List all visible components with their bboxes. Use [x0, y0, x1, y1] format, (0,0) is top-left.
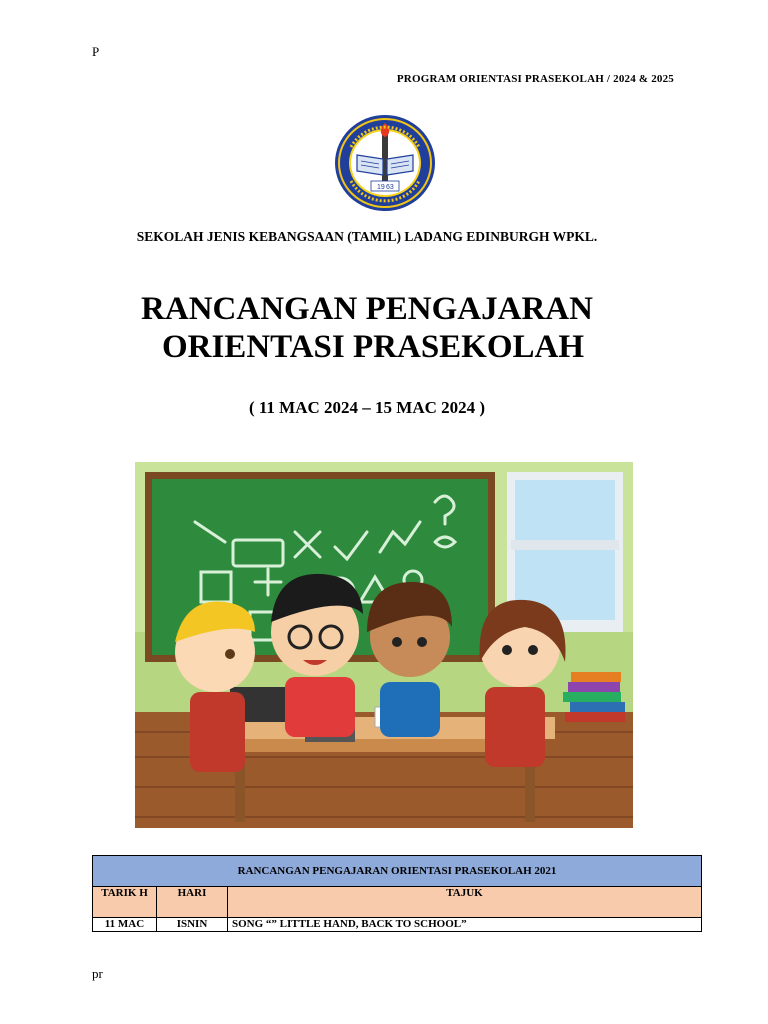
page-corner-letter: P [92, 44, 100, 59]
main-title [0, 290, 768, 366]
header-tarikh: TARIK H [93, 887, 157, 918]
page-corner-letters: pr [92, 966, 103, 981]
table-row [93, 918, 702, 932]
school-name: SEKOLAH JENIS KEBANGSAAN (TAMIL) LADANG EDINBURGH WPKL. [136, 229, 598, 244]
header-tajuk: TAJUK [228, 887, 702, 918]
cell-tarikh: 11 MAC [93, 918, 157, 932]
svg-text:19: 19 [377, 184, 385, 191]
svg-text:63: 63 [386, 184, 394, 191]
program-header: PROGRAM ORIENTASI PRASEKOLAH / 2024 & 2025 [396, 73, 674, 85]
main-title-line-2: ORIENTASI PRASEKOLAH [161, 329, 585, 365]
lesson-plan-table [92, 855, 702, 932]
date-range: ( 11 MAC 2024 – 15 MAC 2024 ) [248, 398, 486, 417]
cell-hari: ISNIN [157, 918, 228, 932]
main-title-line-1: RANCANGAN PENGAJARAN [141, 291, 593, 327]
classroom-illustration [135, 462, 633, 828]
cell-tajuk: SONG “” LITTLE HAND, BACK TO SCHOOL” [228, 918, 702, 932]
header-hari: HARI [157, 887, 228, 918]
school-logo [333, 113, 437, 213]
table-title: RANCANGAN PENGAJARAN ORIENTASI PRASEKOLAH 2021 [93, 856, 702, 887]
